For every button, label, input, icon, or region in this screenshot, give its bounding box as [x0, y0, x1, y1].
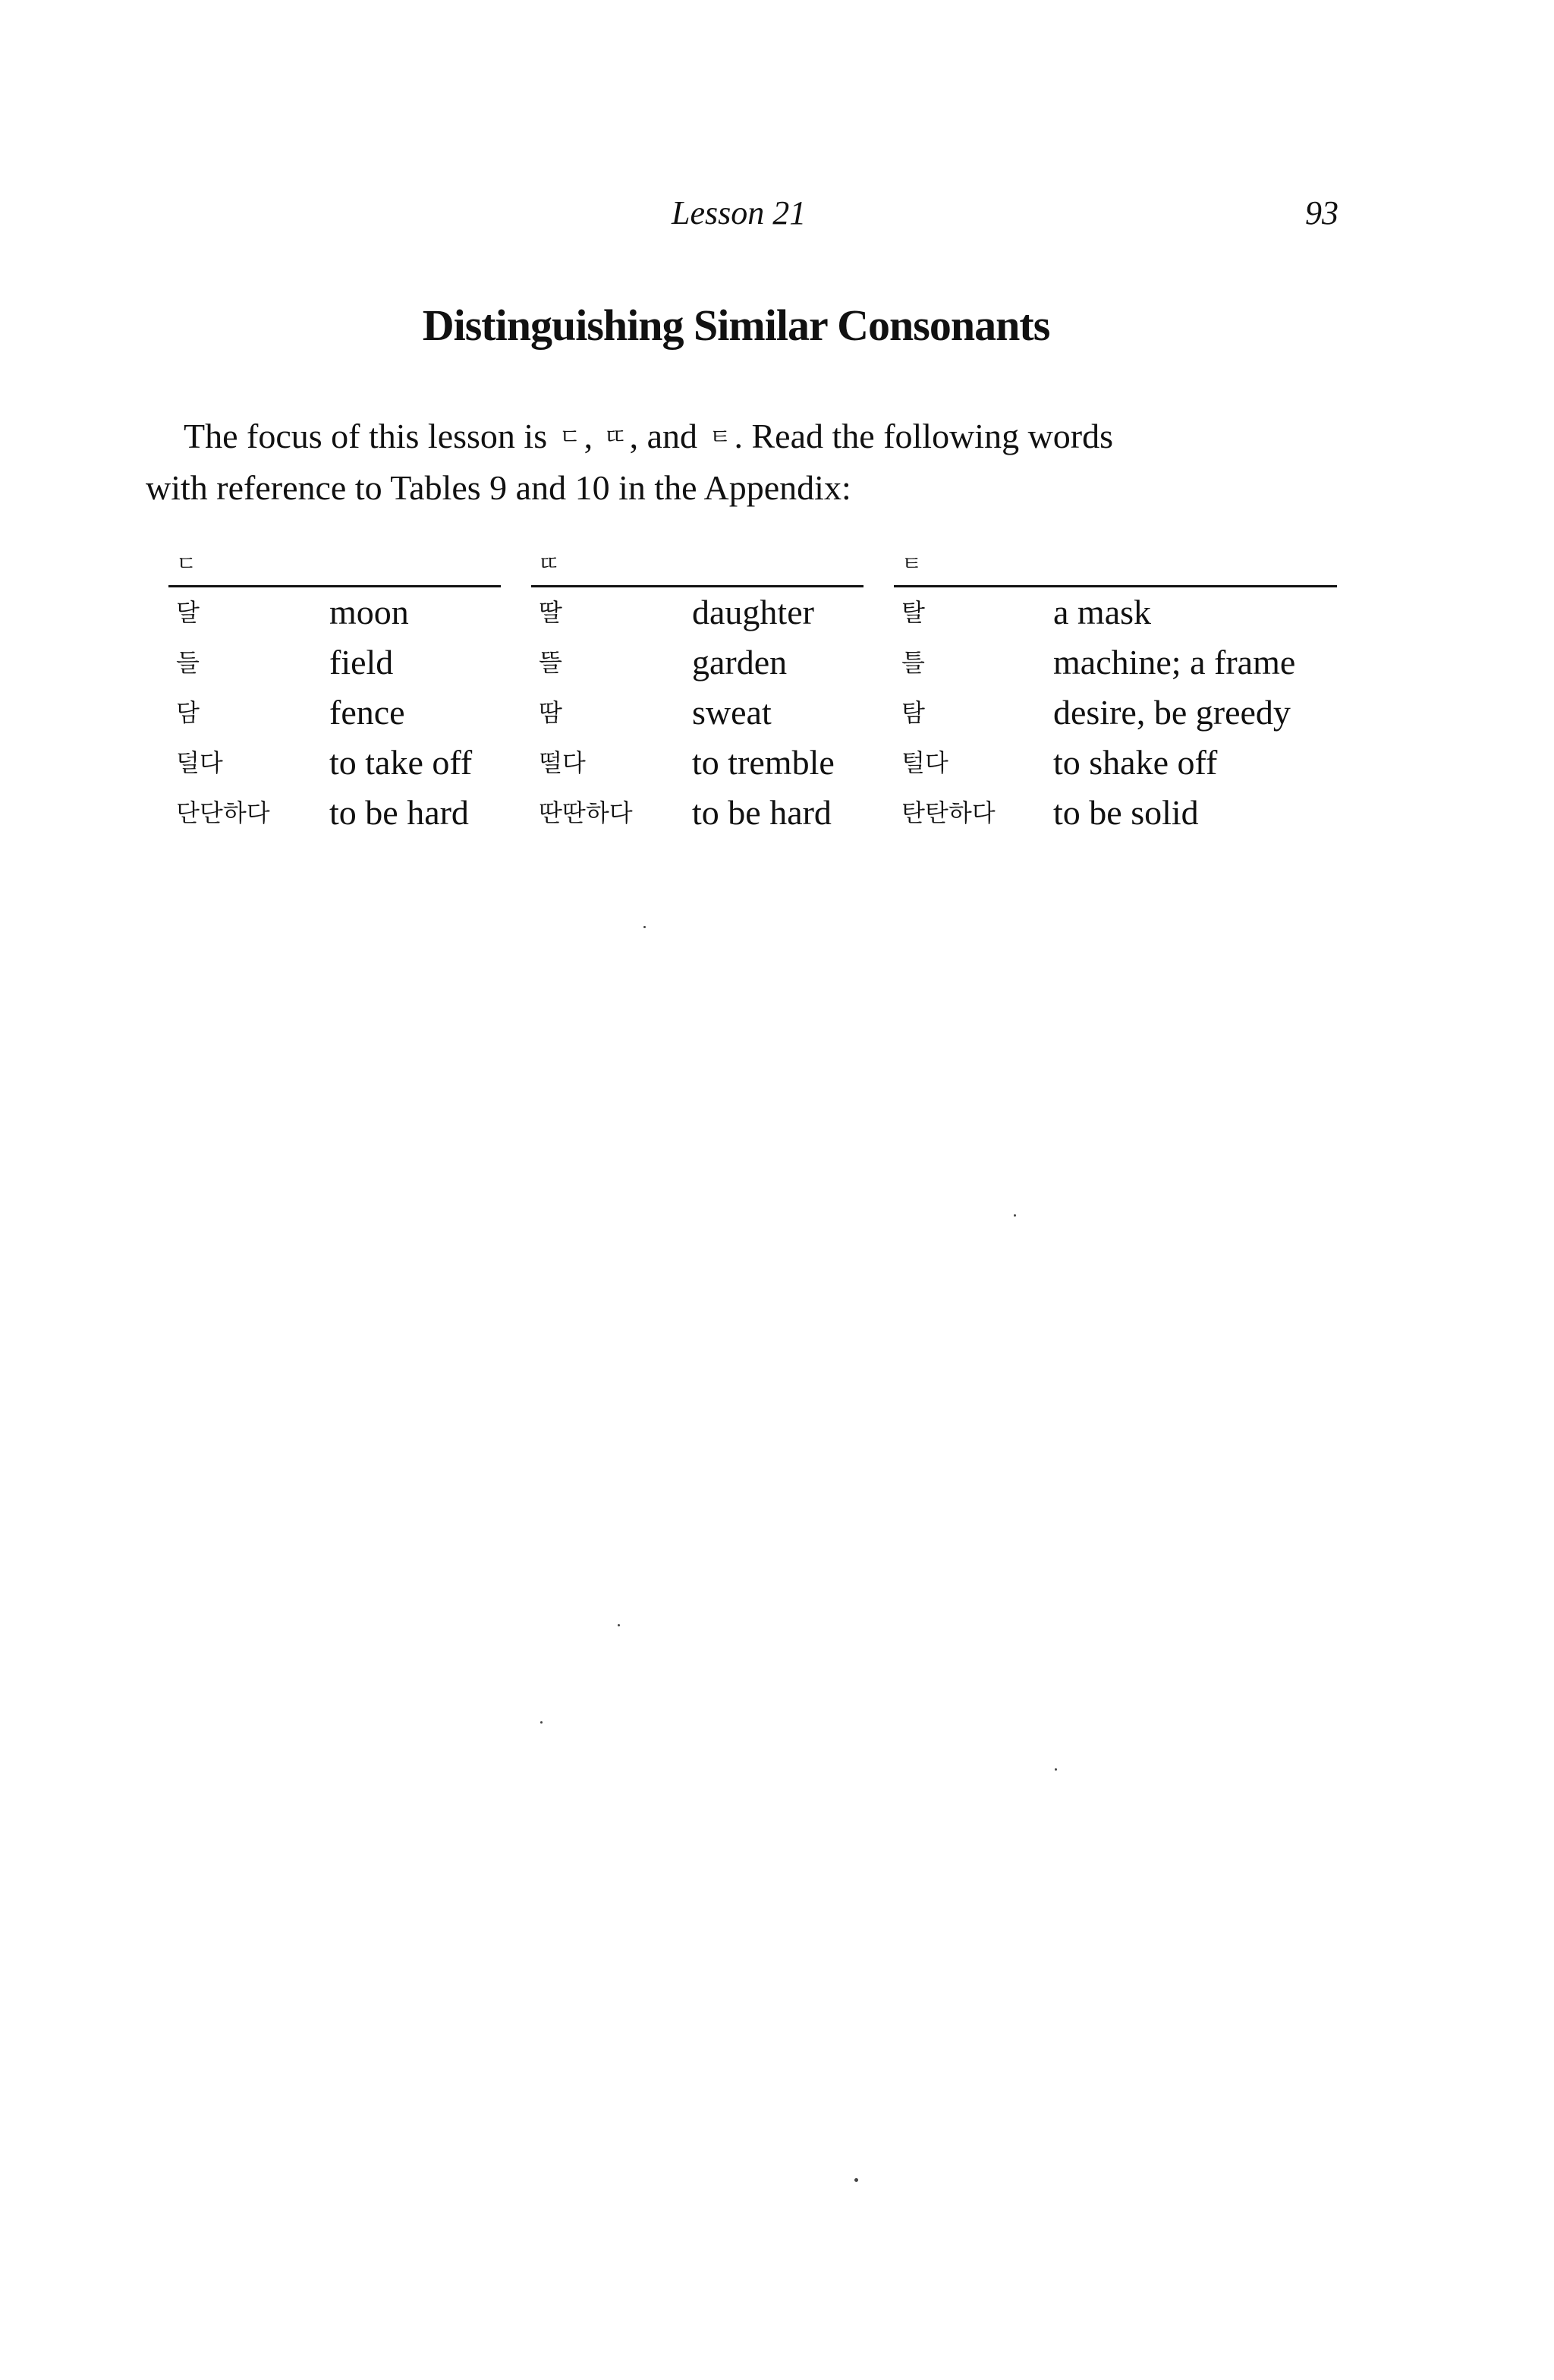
intro-jamo-tt: ㄸ: [604, 424, 627, 451]
intro-text-part2: . Read the following words: [734, 417, 1114, 455]
english-gloss: to be solid: [1053, 793, 1199, 832]
scan-speck: [854, 2178, 858, 2182]
english-gloss: a mask: [1053, 593, 1152, 631]
vocab-row: [168, 638, 501, 688]
intro-separator-2: , and: [629, 417, 698, 455]
korean-word: 딴딴하다: [539, 798, 633, 827]
running-title: Lesson 21: [672, 194, 807, 231]
english-gloss: garden: [692, 643, 788, 682]
korean-word: 단단하다: [176, 798, 270, 827]
korean-word: 땀: [539, 698, 562, 727]
english-gloss: to be hard: [692, 793, 832, 832]
english-gloss: moon: [329, 593, 409, 631]
english-gloss: to be hard: [329, 793, 469, 832]
english-gloss: machine; a frame: [1053, 643, 1296, 682]
korean-word: 떨다: [539, 748, 586, 777]
intro-text-part1: The focus of this lesson is: [184, 417, 548, 455]
english-gloss: fence: [329, 693, 405, 732]
vocab-row: [531, 788, 864, 838]
korean-word: 딸: [539, 598, 562, 627]
column-tt: [531, 545, 864, 848]
vocab-row: [894, 788, 1337, 838]
korean-word: 탈: [901, 598, 925, 627]
vocab-row: [531, 688, 864, 738]
page-number: 93: [1305, 194, 1339, 231]
korean-word: 담: [176, 698, 200, 727]
vocab-row: [894, 638, 1337, 688]
scan-speck: [643, 926, 646, 928]
intro-line-2: with reference to Tables 9 and 10 in the Appendix:: [146, 468, 851, 507]
vocab-row: [168, 688, 501, 738]
vocab-row: [894, 738, 1337, 788]
english-gloss: to take off: [329, 743, 473, 782]
korean-word: 털다: [901, 748, 948, 777]
intro-jamo-d: ㄷ: [558, 424, 581, 451]
english-gloss: desire, be greedy: [1053, 693, 1291, 732]
scan-speck: [1055, 1768, 1057, 1771]
vocab-row: [531, 738, 864, 788]
column-header-tt: ㄸ: [531, 545, 864, 587]
english-gloss: to shake off: [1053, 743, 1218, 782]
column-header-t: ㅌ: [894, 545, 1337, 587]
korean-word: 덜다: [176, 748, 223, 777]
korean-word: 틀: [901, 648, 925, 677]
korean-word: 달: [176, 598, 200, 627]
lesson-heading: Distinguishing Similar Consonants: [422, 301, 1050, 350]
vocabulary-table: [168, 545, 1337, 848]
intro-separator-1: ,: [584, 417, 593, 455]
korean-word: 뜰: [539, 648, 562, 677]
column-header-d: ㄷ: [168, 545, 501, 587]
vocab-row: [531, 638, 864, 688]
vocab-row: [531, 587, 864, 638]
vocab-row: [894, 688, 1337, 738]
scan-speck: [1014, 1214, 1016, 1217]
korean-word: 들: [176, 648, 200, 677]
intro-line-1: [146, 411, 1345, 463]
korean-word: 탐: [901, 698, 925, 727]
intro-paragraph: [146, 411, 1345, 513]
english-gloss: sweat: [692, 693, 772, 732]
scan-speck: [618, 1624, 620, 1626]
english-gloss: daughter: [692, 593, 814, 631]
vocab-row: [168, 788, 501, 838]
vocab-row: [894, 587, 1337, 638]
vocab-row: [168, 587, 501, 638]
korean-word: 탄탄하다: [901, 798, 996, 827]
vocab-row: [168, 738, 501, 788]
english-gloss: to tremble: [692, 743, 835, 782]
intro-jamo-t: ㅌ: [709, 424, 731, 451]
column-t: [894, 545, 1337, 848]
running-head: [0, 194, 1554, 239]
scan-speck: [540, 1721, 543, 1724]
column-d: [168, 545, 501, 848]
english-gloss: field: [329, 643, 394, 682]
